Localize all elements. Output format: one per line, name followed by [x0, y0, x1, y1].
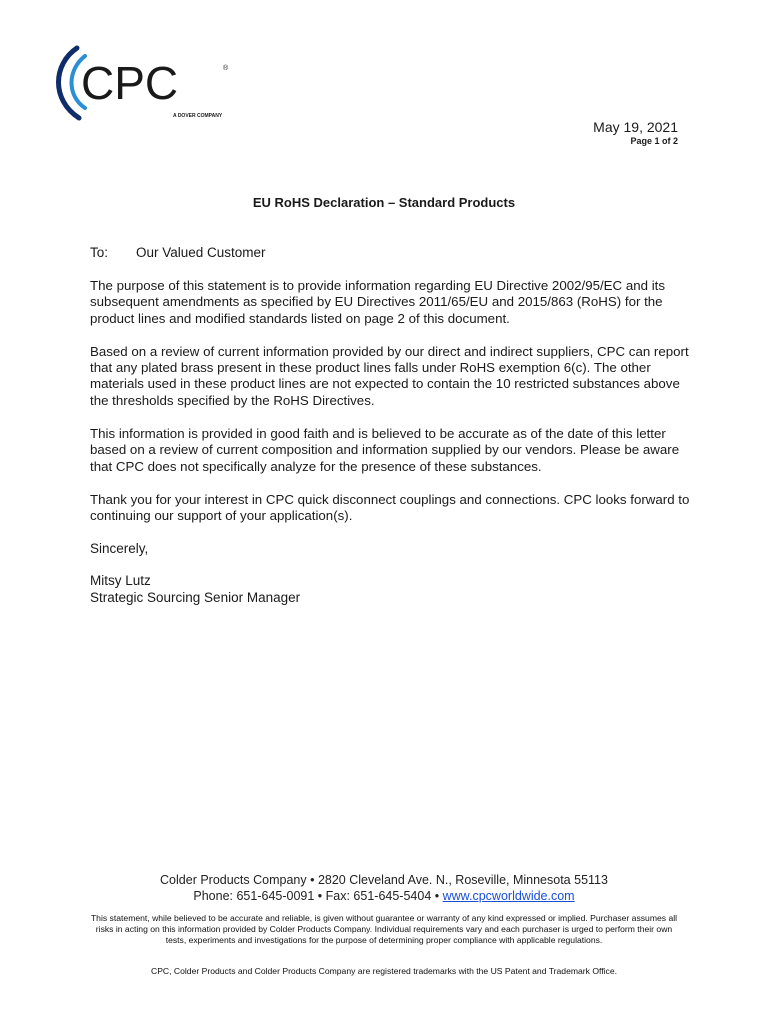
signature-block [90, 572, 300, 606]
paragraph: Thank you for your interest in CPC quick disconnect couplings and connections. CPC looks forward to continuing our support of your application(s). [90, 491, 690, 524]
paragraph: This information is provided in good faith and is believed to be accurate as of the date of this letter based on a review of current composition and information supplied by our vendors. Please be aware that CPC does not specifically analyze for the presence of these substances. [90, 426, 680, 474]
recipient-label: To: [90, 245, 109, 260]
registered-mark: ® [223, 65, 229, 72]
footer-trademark: CPC, Colder Products and Colder Products Company are registered trademarks with the US Patent and Trademark Office. [150, 966, 618, 976]
logo-tagline: A DOVER COMPANY [173, 113, 223, 119]
signatory-title: Strategic Sourcing Senior Manager [90, 590, 301, 605]
paragraph: The purpose of this statement is to provide information regarding EU Directive 2002/95/EC and its subsequent amendments as specified by EU Directives 2011/65/EU and 2015/863 (RoHS) for the product lines and modified standards listed on page 2 of this document. [90, 278, 666, 326]
footer-address [0, 873, 768, 904]
closing: Sincerely, [90, 541, 149, 556]
signatory-name: Mitsy Lutz [90, 573, 151, 588]
footer-disclaimer: This statement, while believed to be accurate and reliable, is given without guarantee or warranty of any kind expressed or implied. Purchaser assumes all risks in acting on this information provided by Colder Products Company. Individual requirements vary and each purchaser is urged to perform their own tests, experiments and investigations for the purpose of determining proper compliance with applicable regulations. [90, 913, 678, 946]
footer-contact-line [0, 889, 768, 905]
website-link[interactable]: www.cpcworldwide.com [442, 888, 575, 903]
page-number: Page 1 of 2 [630, 136, 678, 146]
logo-wordmark: CPC [81, 57, 179, 109]
footer-phone-fax: Phone: 651-645-0091 • Fax: 651-645-5404 • [193, 888, 440, 903]
letter-date: May 19, 2021 [593, 119, 678, 135]
recipient-line [90, 245, 266, 260]
footer-address-line: Colder Products Company • 2820 Cleveland Ave. N., Roseville, Minnesota 55113 [160, 873, 608, 887]
company-logo [55, 42, 240, 124]
letter-body [90, 278, 690, 542]
paragraph: Based on a review of current information provided by our direct and indirect suppliers, CPC can report that any plated brass present in these product lines falls under RoHS exemption 6(c). The other materials used in these product lines are not expected to contain the 10 restricted substances above the thresholds specified by the RoHS Directives. [90, 343, 689, 408]
cpc-logo-graphic [55, 42, 240, 124]
recipient-name: Our Valued Customer [136, 245, 266, 260]
document-title: EU RoHS Declaration – Standard Products [252, 195, 516, 210]
